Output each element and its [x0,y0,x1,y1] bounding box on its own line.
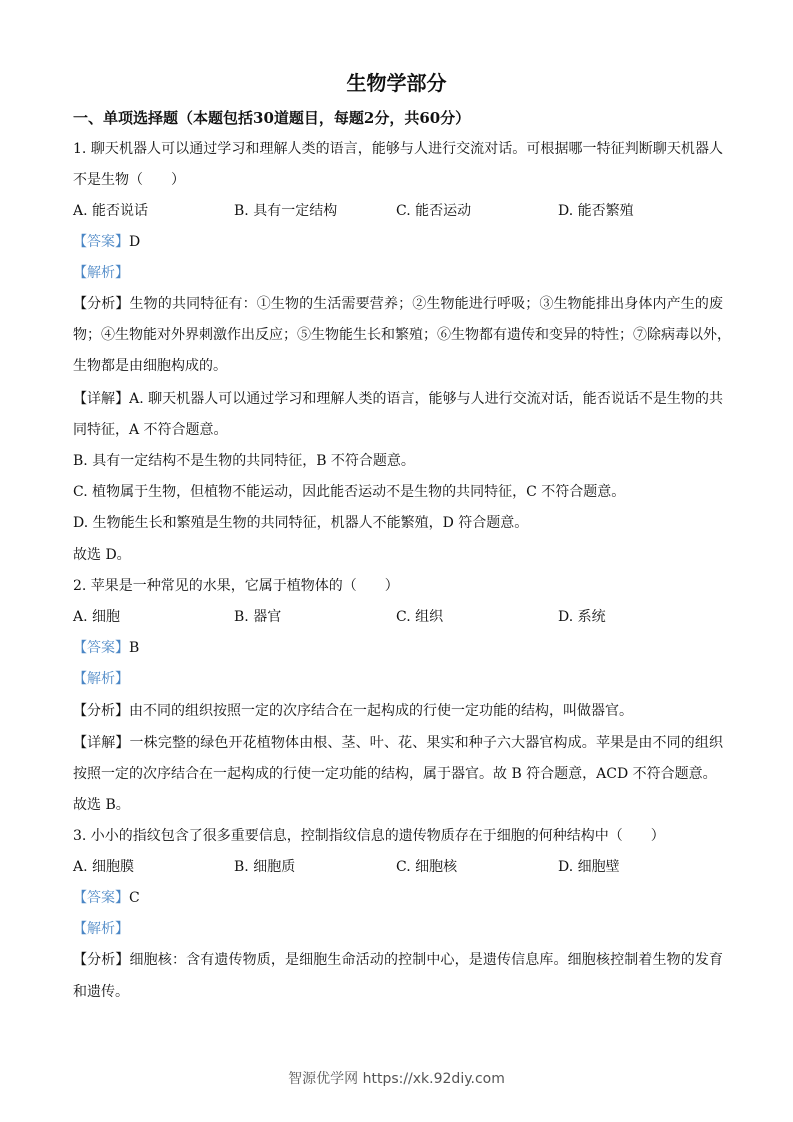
q2-analysis-heading [73,669,723,689]
q1-option-c: C. 能否运动 [396,203,472,219]
q1-conclusion: 故选 D。 [73,547,131,563]
q1-detail-line1 [73,389,723,409]
q2-answer [73,638,723,658]
q3-option-c: C. 细胞核 [396,859,458,875]
q2-stem: 2. 苹果是一种常见的水果，它属于植物体的（ ） [73,578,399,594]
q3-fenxi-text1: 细胞核：含有遗传物质，是细胞生命活动的控制中心，是遗传信息库。细胞核控制着生物的发育 [129,952,724,968]
q1-fenxi-line2: 物；④生物能对外界刺激作出反应；⑤生物能生长和繁殖；⑥生物都有遗传和变异的特性；⑦除病毒以外， [73,327,731,343]
q3-fenxi-line1 [73,950,723,970]
q1-detail-text1: A. 聊天机器人可以通过学习和理解人类的语言，能够与人进行交流对话，能否说话不是生物的共 [129,391,723,407]
q2-answer-value: B [129,640,140,656]
q1-fenxi-text1: 生物的共同特征有：①生物的生活需要营养；②生物能进行呼吸；③生物能排出身体内产生的废 [129,296,724,312]
analysis-label: 【解析】 [73,921,129,937]
q2-detail-line1 [73,733,723,753]
q1-fenxi-line3: 生物都是由细胞构成的。 [73,358,227,374]
q3-answer-value: C [129,890,140,906]
answer-label: 【答案】 [73,640,129,656]
detail-label: 【详解】 [73,735,130,751]
footer-watermark: 智源优学网 https://xk.92diy.com [288,1071,505,1087]
answer-label: 【答案】 [73,234,129,250]
q1-stem-line2: 不是生物（ ） [73,172,185,188]
q3-analysis-heading [73,919,723,939]
q2-conclusion: 故选 B。 [73,797,130,813]
q3-stem: 3. 小小的指纹包含了很多重要信息，控制指纹信息的遗传物质存在于细胞的何种结构中（ ） [73,828,665,844]
answer-label: 【答案】 [73,890,129,906]
q1-stem-line1: 1. 聊天机器人可以通过学习和理解人类的语言，能够与人进行交流对话。可根据哪一特征判断聊天机器人 [73,141,723,157]
q1-answer [73,232,723,252]
q1-detail-line2: 同特征，A 不符合题意。 [73,422,228,438]
analysis-label: 【解析】 [73,671,129,687]
detail-label: 【详解】 [73,391,130,407]
q1-option-d: D. 能否繁殖 [558,203,634,219]
q1-analysis-heading [73,263,723,283]
fenxi-label: 【分析】 [73,296,130,312]
q1-option-a: A. 能否说话 [73,203,149,219]
q2-option-c: C. 组织 [396,609,444,625]
q2-option-d: D. 系统 [558,609,606,625]
q1-option-b: B. 具有一定结构 [234,203,338,219]
page-title: 生物学部分 [346,71,447,95]
fenxi-label: 【分析】 [73,703,129,719]
q2-detail-text1: 一株完整的绿色开花植物体由根、茎、叶、花、果实和种子六大器官构成。苹果是由不同的组织 [129,735,724,751]
q1-detail-c: C. 植物属于生物，但植物不能运动，因此能否运动不是生物的共同特征，C 不符合题意。 [73,484,626,500]
analysis-label: 【解析】 [73,265,129,281]
q2-option-a: A. 细胞 [73,609,121,625]
section-title: 一、单项选择题（本题包括30道题目，每题2分，共60分） [73,109,471,127]
q2-option-b: B. 器官 [234,609,282,625]
q1-detail-d: D. 生物能生长和繁殖是生物的共同特征，机器人不能繁殖，D 符合题意。 [73,515,529,531]
q3-fenxi-line2: 和遗传。 [73,984,129,1000]
fenxi-label: 【分析】 [73,952,130,968]
q3-option-a: A. 细胞膜 [73,859,135,875]
q1-detail-b: B. 具有一定结构不是生物的共同特征，B 不符合题意。 [73,453,415,469]
q3-option-d: D. 细胞壁 [558,859,620,875]
q2-detail-line2: 按照一定的次序结合在一起构成的行使一定功能的结构，属于器官。故 B 符合题意，ACD 不符合题意。 [73,766,717,782]
q3-answer [73,888,723,908]
q1-answer-value: D [129,234,141,250]
q2-fenxi [73,701,723,721]
q1-fenxi-line1 [73,294,723,314]
q3-option-b: B. 细胞质 [234,859,296,875]
q2-fenxi-text: 由不同的组织按照一定的次序结合在一起构成的行使一定功能的结构，叫做器官。 [129,703,633,719]
